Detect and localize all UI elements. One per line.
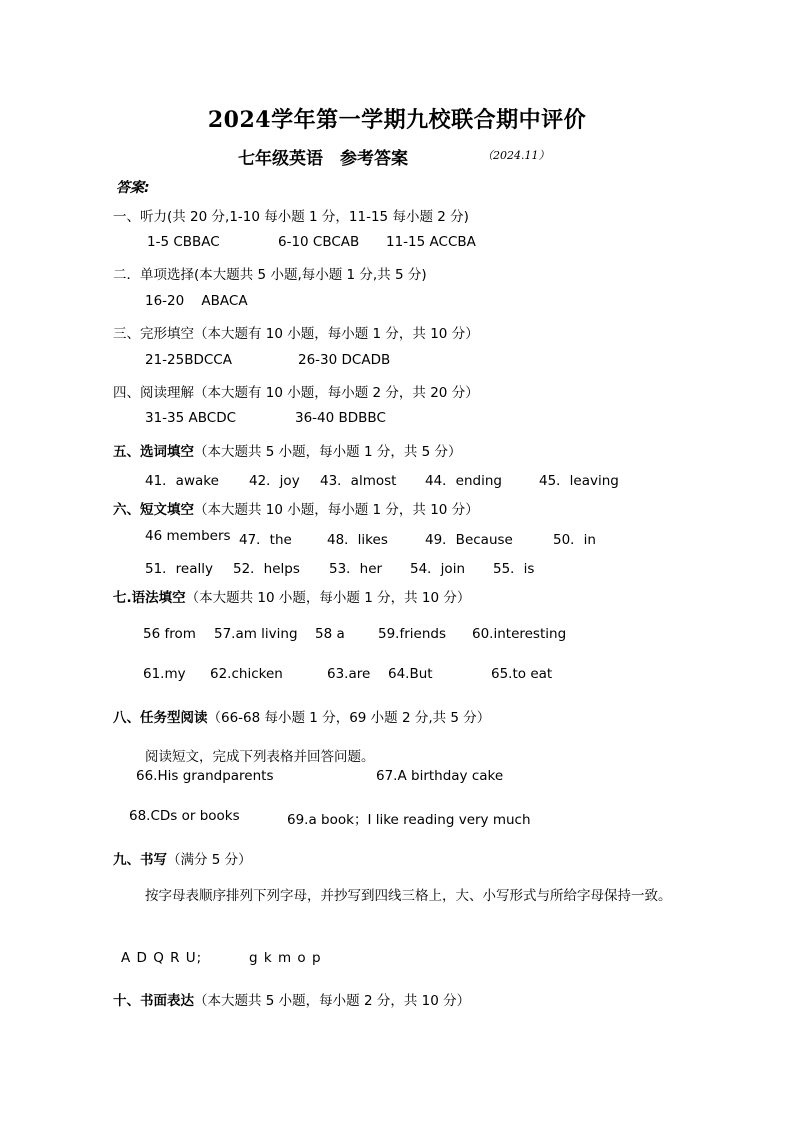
- section-7-heading: [113, 586, 470, 606]
- answer-31-35: 31-35 ABCDC: [145, 410, 237, 426]
- section-6-title: 六、短文填空: [113, 502, 194, 518]
- answer-64: 64.But: [388, 666, 433, 682]
- answer-63: 63.are: [327, 666, 371, 682]
- section-2-heading: 二．单项选择(本大题共 5 小题,每小题 1 分,共 5 分): [113, 267, 427, 283]
- page-subtitle: 七年级英语 参考答案: [238, 149, 408, 169]
- section-1-heading: 一、听力(共 20 分,1-10 每小题 1 分，11-15 每小题 2 分): [113, 209, 469, 225]
- section-9-instruction: 按字母表顺序排列下列字母，并抄写到四线三格上，大、小写形式与所给字母保持一致。: [145, 888, 672, 904]
- answer-46: 46 members: [145, 528, 231, 544]
- section-9-note: （满分 5 分）: [167, 852, 252, 868]
- answer-42: 42．joy: [249, 473, 300, 489]
- answer-41: 41．awake: [145, 473, 219, 489]
- answer-68: 68.CDs or books: [129, 808, 240, 824]
- section-5-title: 五、选词填空: [113, 444, 194, 460]
- answer-45: 45．leaving: [539, 473, 619, 489]
- section-7-note: （本大题共 10 小题，每小题 1 分，共 10 分）: [185, 590, 471, 606]
- answer-11-15: 11-15 ACCBA: [386, 234, 476, 250]
- answer-1-5: 1-5 CBBAC: [147, 234, 220, 250]
- answer-26-30: 26-30 DCADB: [298, 352, 391, 368]
- section-5-note: （本大题共 5 小题，每小题 1 分，共 5 分）: [194, 444, 462, 460]
- answer-43: 43．almost: [320, 473, 397, 489]
- answer-59: 59.friends: [378, 626, 446, 642]
- answer-62: 62.chicken: [210, 666, 283, 682]
- section-9-title: 九、书写: [113, 852, 167, 868]
- section-8-title: 八、任务型阅读: [113, 710, 208, 726]
- section-10-title: 十、书面表达: [113, 993, 194, 1009]
- answer-21-25: 21-25BDCCA: [145, 352, 232, 368]
- answer-53: 53．her: [329, 561, 383, 577]
- answers-label: 答案:: [116, 180, 150, 196]
- section-6-heading: [113, 498, 479, 518]
- section-7-title: 七.语法填空: [113, 590, 186, 606]
- section-8-instruction: 阅读短文，完成下列表格并回答问题。: [145, 749, 375, 765]
- answer-6-10: 6-10 CBCAB: [278, 234, 360, 250]
- answer-44: 44．ending: [425, 473, 502, 489]
- answer-61: 61.my: [143, 666, 186, 682]
- answer-uppercase-letters: A D Q R U;: [121, 950, 203, 966]
- answer-66: 66.His grandparents: [136, 768, 274, 784]
- answer-52: 52．helps: [233, 561, 300, 577]
- answer-16-20: 16-20 ABACA: [145, 293, 248, 309]
- answer-49: 49．Because: [425, 532, 513, 548]
- answer-54: 54．join: [410, 561, 465, 577]
- answer-69: 69.a book；I like reading very much: [287, 812, 531, 828]
- section-4-heading: 四、阅读理解（本大题有 10 小题，每小题 2 分，共 20 分）: [113, 385, 479, 401]
- page-title: 2024学年第一学期九校联合期中评价: [207, 107, 587, 133]
- answer-58: 58 a: [315, 626, 345, 642]
- section-8-note: （66-68 每小题 1 分，69 小题 2 分,共 5 分）: [207, 710, 491, 726]
- answer-47: 47．the: [239, 532, 292, 548]
- answer-60: 60.interesting: [472, 626, 567, 642]
- section-10-note: （本大题共 5 小题，每小题 2 分，共 10 分）: [194, 993, 471, 1009]
- section-6-note: （本大题共 10 小题，每小题 1 分，共 10 分）: [194, 502, 479, 518]
- answer-55: 55．is: [493, 561, 535, 577]
- section-3-heading: 三、完形填空（本大题有 10 小题，每小题 1 分，共 10 分）: [113, 326, 479, 342]
- section-5-heading: [113, 440, 462, 460]
- answer-57: 57.am living: [214, 626, 298, 642]
- section-9-heading: [113, 848, 252, 868]
- exam-date: （2024.11）: [482, 149, 550, 162]
- section-10-heading: [113, 989, 470, 1009]
- answer-lowercase-letters: g k m o p: [249, 950, 322, 966]
- answer-56: 56 from: [143, 626, 196, 642]
- answer-36-40: 36-40 BDBBC: [295, 410, 386, 426]
- answer-51: 51．really: [145, 561, 214, 577]
- answer-50: 50．in: [553, 532, 596, 548]
- answer-67: 67.A birthday cake: [376, 768, 504, 784]
- section-8-heading: [113, 706, 490, 726]
- answer-65: 65.to eat: [491, 666, 553, 682]
- answer-48: 48．likes: [327, 532, 388, 548]
